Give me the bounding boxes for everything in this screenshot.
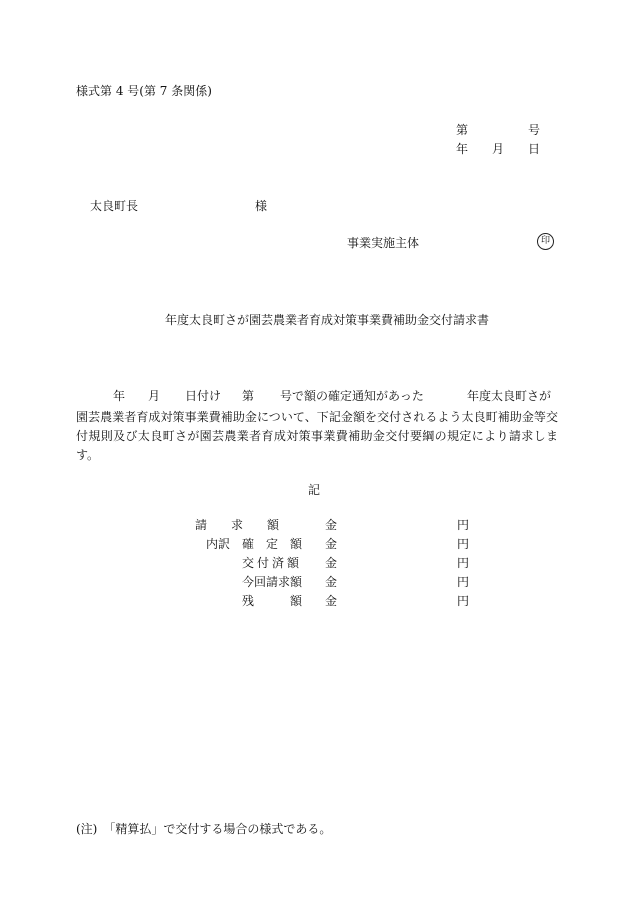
kin-label: 金 (325, 594, 338, 608)
amount-label: 残 額 (242, 594, 303, 608)
date-day: 日 (528, 142, 541, 156)
yen-label: 円 (457, 556, 470, 570)
body-fiscal-year: 年度太良町さが (467, 389, 552, 403)
seal-stamp: 印 (537, 233, 554, 250)
body-paragraph: 園芸農業者育成対策事業費補助金について、下記金額を交付されるよう太良町補助金等交付規則及び太良町さが園芸農業者育成対策事業費補助金交付要綱の規定により請求します。 (76, 410, 558, 462)
body-notice: 号で額の確定通知があった (280, 389, 424, 403)
number-suffix: 号 (528, 123, 541, 137)
kin-label: 金 (325, 575, 338, 589)
ki-heading: 記 (308, 483, 321, 497)
amount-label: 交付済額 (242, 556, 303, 570)
body-year: 年 (113, 389, 126, 403)
amount-row (0, 575, 630, 594)
amount-row (0, 594, 630, 613)
amount-row (0, 537, 630, 556)
kin-label: 金 (325, 518, 338, 532)
document-title: 年度太良町さが園芸農業者育成対策事業費補助金交付請求書 (165, 313, 490, 327)
form-number: 様式第 4 号(第 7 条関係) (76, 84, 212, 98)
kin-label: 金 (325, 556, 338, 570)
body-number-prefix: 第 (242, 389, 255, 403)
body-month: 月 (148, 389, 161, 403)
amount-label: 確 定 額 (242, 537, 303, 551)
applicant-label: 事業実施主体 (347, 236, 420, 250)
honorific: 様 (255, 199, 268, 213)
breakdown-prefix: 内訳 (206, 537, 231, 551)
yen-label: 円 (457, 575, 470, 589)
yen-label: 円 (457, 518, 470, 532)
amount-label: 今回請求額 (242, 575, 303, 589)
footnote: (注) 「精算払」で交付する場合の様式である。 (76, 822, 332, 836)
body-day: 日付け (185, 389, 222, 403)
kin-label: 金 (325, 537, 338, 551)
number-prefix: 第 (456, 123, 469, 137)
amount-label: 請 求 額 (195, 518, 280, 532)
date-year: 年 (456, 142, 469, 156)
yen-label: 円 (457, 594, 470, 608)
yen-label: 円 (457, 537, 470, 551)
date-month: 月 (492, 142, 505, 156)
addressee: 太良町長 (90, 199, 139, 213)
amount-row (0, 518, 630, 537)
amount-row (0, 556, 630, 575)
